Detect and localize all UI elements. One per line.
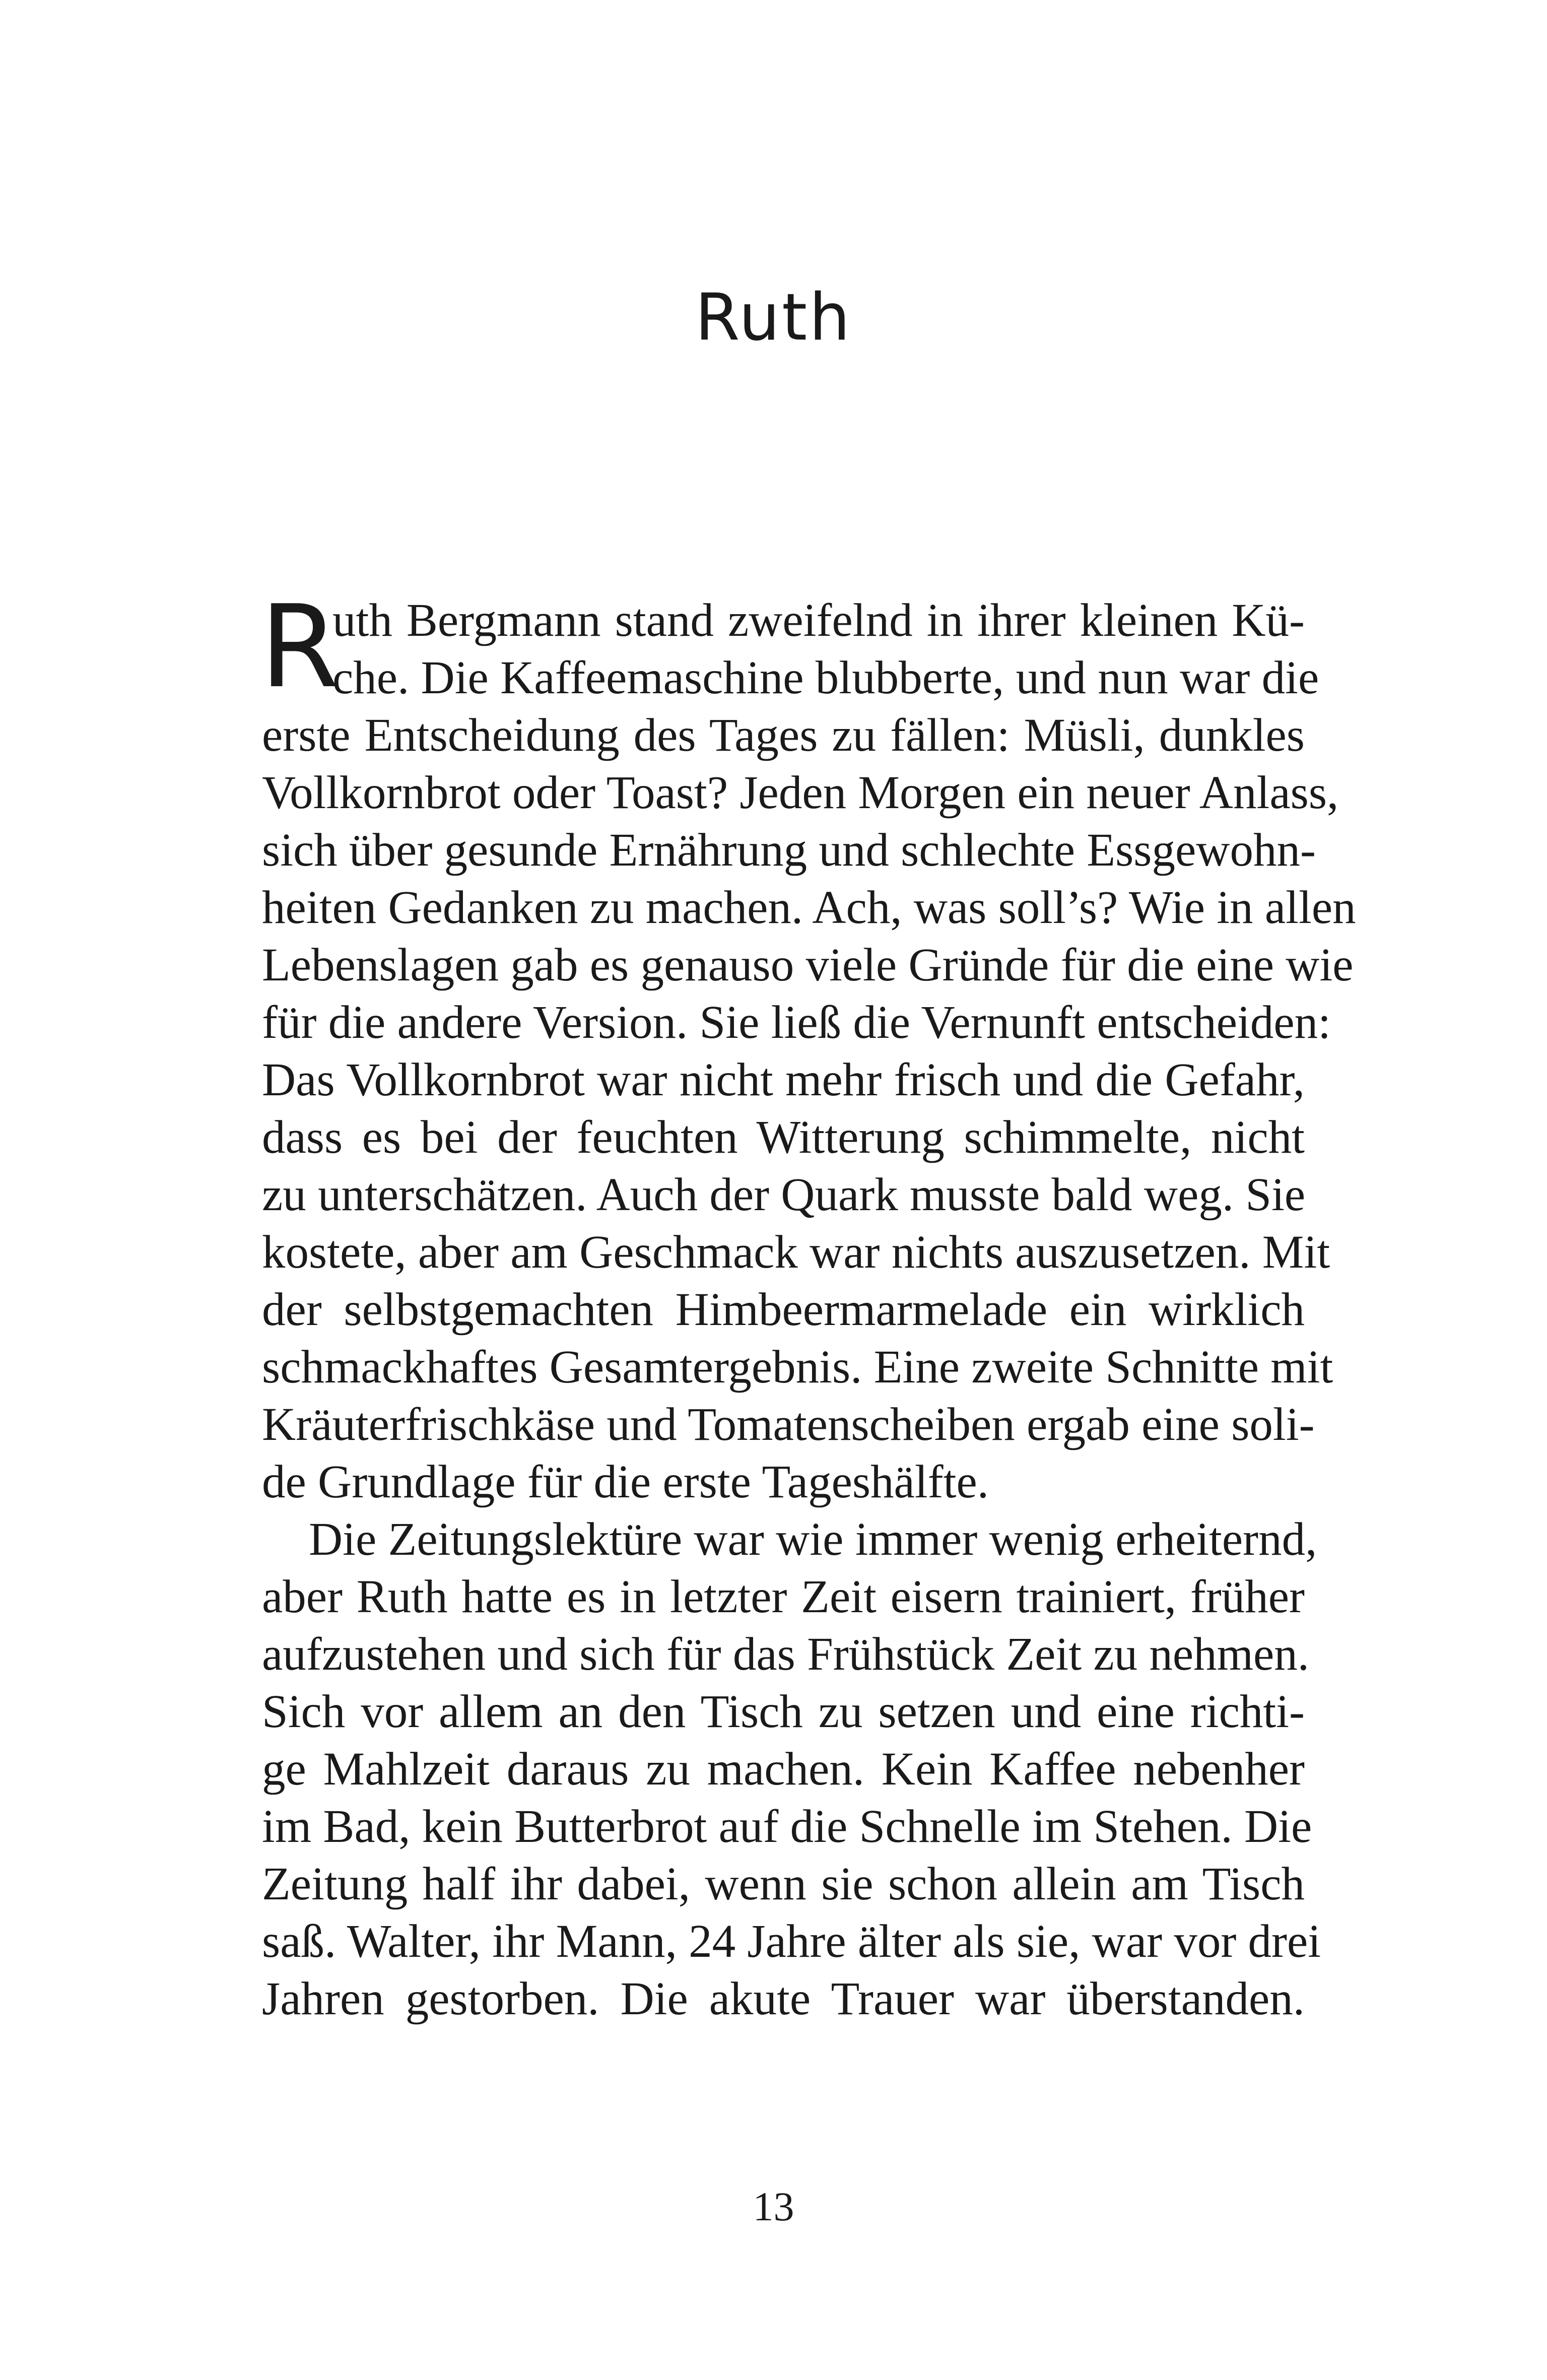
text-line: dass es bei der feuchten Witterung schimmelte, nicht: [262, 1111, 1305, 1163]
text-line: Zeitung half ihr dabei, wenn sie schon allein am Tisch: [262, 1858, 1305, 1910]
text-line: Die Zeitungslektüre war wie immer wenig erheiternd,: [309, 1513, 1317, 1565]
text-line: schmackhaftes Gesamtergebnis. Eine zweite Schnitte mit: [262, 1341, 1333, 1393]
text-line: che. Die Kaffeemaschine blubberte, und nun war die: [332, 652, 1319, 704]
text-line: Jahren gestorben. Die akute Trauer war überstanden.: [262, 1973, 1305, 2025]
text-line: erste Entscheidung des Tages zu fällen: Müsli, dunkles: [262, 709, 1305, 761]
text-line: für die andere Version. Sie ließ die Vernunft entscheiden:: [262, 997, 1331, 1048]
text-line: Das Vollkornbrot war nicht mehr frisch und die Gefahr,: [262, 1054, 1305, 1106]
text-line: saß. Walter, ihr Mann, 24 Jahre älter als sie, war vor drei: [262, 1915, 1321, 1967]
page-number: 13: [753, 2184, 794, 2229]
text-line: de Grundlage für die erste Tageshälfte.: [262, 1456, 989, 1508]
text-line: zu unterschätzen. Auch der Quark musste bald weg. Sie: [262, 1169, 1306, 1221]
text-line: kostete, aber am Geschmack war nichts auszusetzen. Mit: [262, 1226, 1330, 1278]
text-line: im Bad, kein Butterbrot auf die Schnelle im Stehen. Die: [262, 1801, 1312, 1853]
text-line: Kräuterfrischkäse und Tomatenscheiben ergab eine soli-: [262, 1399, 1315, 1450]
text-line: Vollkornbrot oder Toast? Jeden Morgen ein neuer Anlass,: [262, 767, 1339, 819]
paragraph-1: [260, 581, 1356, 1511]
text-line: heiten Gedanken zu machen. Ach, was soll’s? Wie in allen: [262, 882, 1356, 934]
text-line: Lebenslagen gab es genauso viele Gründe für die eine wie: [262, 939, 1354, 991]
text-line: sich über gesunde Ernährung und schlechte Essgewohn-: [262, 824, 1316, 876]
chapter-title: Ruth: [695, 280, 852, 355]
text-line: aber Ruth hatte es in letzter Zeit eisern trainiert, früher: [262, 1571, 1305, 1623]
paragraph-2: [262, 1511, 1321, 2028]
body-text: [260, 581, 1356, 2028]
text-line: Sich vor allem an den Tisch zu setzen und eine richti-: [262, 1686, 1305, 1738]
drop-cap: R: [260, 581, 340, 713]
text-line: R uth Bergmann stand zweifelnd in ihrer kleinen Kü-: [260, 581, 1305, 713]
text-line: ge Mahlzeit daraus zu machen. Kein Kaffee nebenher: [262, 1743, 1305, 1795]
text-line: der selbstgemachten Himbeermarmelade ein wirklich: [262, 1284, 1305, 1336]
text-line: aufzustehen und sich für das Frühstück Zeit zu nehmen.: [262, 1628, 1310, 1680]
